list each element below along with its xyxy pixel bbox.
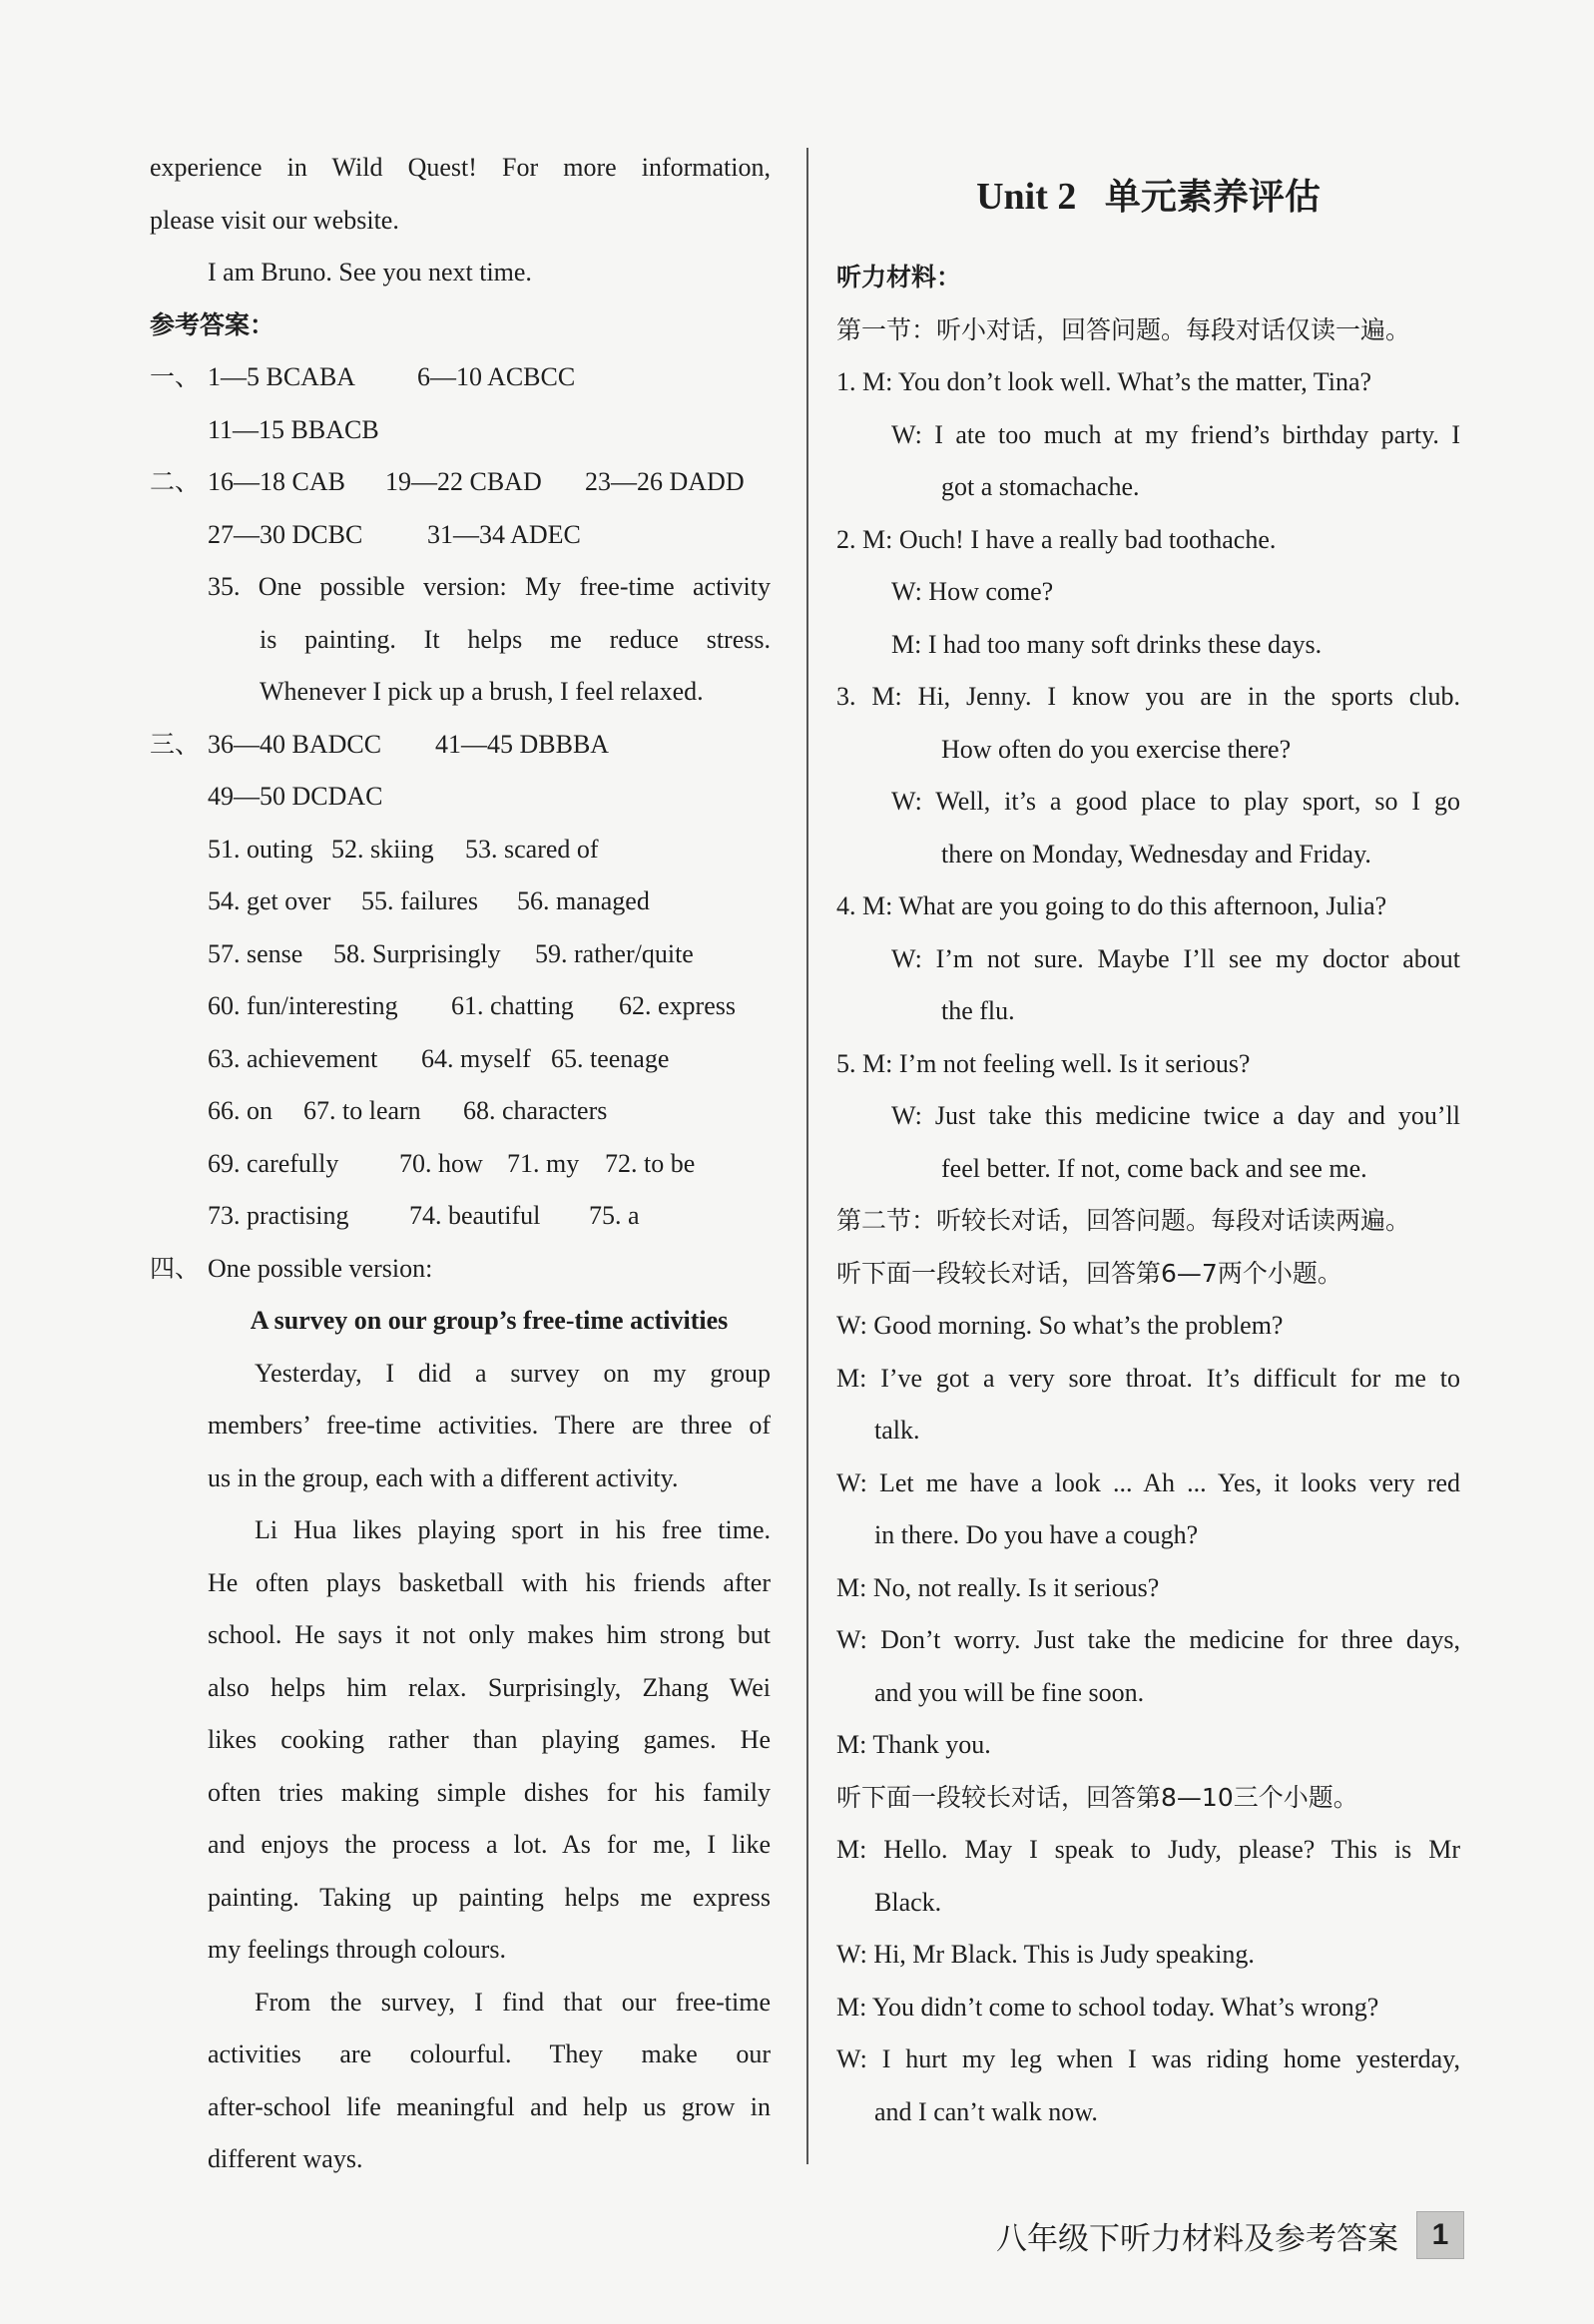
dialogue-line: M: Hello. May I speak to Judy, please? This is Mr <box>836 1835 1460 1864</box>
answers-heading: 参考答案： <box>150 309 275 339</box>
essay-title: A survey on our group’s free-time activities <box>250 1306 729 1335</box>
blank-answer: 60. fun/interesting <box>208 991 398 1020</box>
dialogue-line: 4. M: What are you going to do this afternoon, Julia? <box>836 891 1387 920</box>
answer-group: 41—45 DBBBA <box>435 729 610 759</box>
item35-line: Whenever I pick up a brush, I feel relaxed. <box>260 677 704 706</box>
blank-answer: 64. myself <box>421 1043 531 1073</box>
dialogue-line: W: Don’t worry. Just take the medicine for three days, <box>836 1625 1460 1654</box>
blank-answer: 52. skiing <box>331 834 434 864</box>
blank-answer: 68. characters <box>463 1096 608 1125</box>
essay-line: He often plays basketball with his friends after <box>208 1567 771 1597</box>
section-heading: 第二节：听较长对话，回答问题。每段对话读两遍。 <box>836 1206 1411 1235</box>
answer-group: 11—15 BBACB <box>208 414 379 444</box>
dialogue-line: W: How come? <box>891 577 1054 606</box>
section-heading: 第一节：听小对话，回答问题。每段对话仅读一遍。 <box>836 314 1411 344</box>
blank-row <box>150 1190 771 1243</box>
dialogue-line: W: Let me have a look ... Ah ... Yes, it looks very red <box>836 1467 1460 1497</box>
blank-answer: 62. express <box>619 991 736 1020</box>
blank-answer: 58. Surprisingly <box>333 938 501 968</box>
essay-line: and enjoys the process a lot. As for me, I like <box>208 1830 771 1859</box>
part2-line <box>150 509 771 562</box>
dialogue-line: W: I’m not sure. Maybe I’ll see my doctor about <box>891 943 1460 973</box>
unit-name: 单元素养评估 <box>1104 177 1321 218</box>
answer-group: 31—34 ADEC <box>427 519 581 549</box>
item35-line: is painting. It helps me reduce stress. <box>260 624 771 654</box>
answer-group: 23—26 DADD <box>585 467 745 496</box>
blank-answer: 54. get over <box>208 886 331 915</box>
intro-line: please visit our website. <box>150 205 399 235</box>
part1-line <box>150 351 771 404</box>
intro-line: I am Bruno. See you next time. <box>208 258 532 287</box>
essay-line: different ways. <box>208 2144 363 2173</box>
dialogue-line: and you will be fine soon. <box>874 1677 1145 1707</box>
dialogue-line: M: I had too many soft drinks these days. <box>891 629 1323 659</box>
essay-line: activities are colourful. They make our <box>208 2039 771 2068</box>
blank-answer: 67. to learn <box>303 1096 421 1125</box>
blank-answer: 65. teenage <box>551 1043 670 1073</box>
item35-line: 35. One possible version: My free-time activity <box>208 572 771 601</box>
blank-row <box>150 1085 771 1138</box>
dialogue-line: W: Good morning. So what’s the problem? <box>836 1311 1284 1340</box>
dialogue-line: 1. M: You don’t look well. What’s the matter, Tina? <box>836 367 1372 396</box>
dialogue-line: 2. M: Ouch! I have a really bad toothache. <box>836 524 1277 554</box>
conversation-intro: 听下面一段较长对话，回答第6—7两个小题。 <box>836 1258 1342 1288</box>
dialogue-line: M: Thank you. <box>836 1730 991 1759</box>
footer-title: 八年级下听力材料及参考答案 <box>996 2220 1398 2257</box>
dialogue-line: feel better. If not, come back and see me. <box>941 1153 1367 1183</box>
left-column <box>150 142 771 2186</box>
answer-group: 6—10 ACBCC <box>417 362 576 391</box>
unit-title <box>836 142 1460 252</box>
part-number: 三、 <box>150 729 201 759</box>
blank-row <box>150 824 771 876</box>
dialogue-line: W: I ate too much at my friend’s birthday party. I <box>891 419 1460 449</box>
blank-row <box>150 980 771 1033</box>
answer-group: 49—50 DCDAC <box>208 782 383 811</box>
blank-answer: 66. on <box>208 1096 272 1125</box>
blank-answer: 70. how <box>399 1148 483 1178</box>
dialogue-line: in there. Do you have a cough? <box>874 1520 1199 1549</box>
page-number: 1 <box>1416 2211 1464 2259</box>
essay-line: painting. Taking up painting helps me express <box>208 1882 771 1912</box>
intro-line: experience in Wild Quest! For more information, <box>150 153 771 182</box>
part-number: 四、 <box>150 1253 201 1283</box>
dialogue-line: 5. M: I’m not feeling well. Is it serious? <box>836 1048 1251 1078</box>
part3-line <box>150 719 771 772</box>
blank-answer: 53. scared of <box>465 834 599 864</box>
dialogue-line: the flu. <box>941 996 1015 1025</box>
blank-answer: 63. achievement <box>208 1043 378 1073</box>
blank-answer: 71. my <box>507 1148 580 1178</box>
dialogue-line: got a stomachache. <box>941 472 1140 501</box>
essay-line: often tries making simple dishes for his family <box>208 1777 771 1807</box>
answer-group: 27—30 DCBC <box>208 519 363 549</box>
blank-answer: 55. failures <box>361 886 478 915</box>
essay-line: members’ free-time activities. There are three of <box>208 1411 771 1440</box>
part4-line <box>150 1243 771 1296</box>
dialogue-line: there on Monday, Wednesday and Friday. <box>941 839 1371 869</box>
dialogue-line: W: Just take this medicine twice a day and you’ll <box>891 1101 1460 1130</box>
answer-group: 36—40 BADCC <box>208 729 382 759</box>
page-footer <box>996 2211 1464 2259</box>
essay-line: Li Hua likes playing sport in his free time. <box>255 1515 771 1544</box>
blank-answer: 73. practising <box>208 1201 349 1230</box>
dialogue-line: M: You didn’t come to school today. What’s wrong? <box>836 1992 1379 2022</box>
column-divider <box>806 148 808 2164</box>
blank-answer: 51. outing <box>208 834 313 864</box>
answer-group: 19—22 CBAD <box>385 467 542 496</box>
dialogue-line: M: I’ve got a very sore throat. It’s difficult for me to <box>836 1363 1460 1393</box>
conversation-intro: 听下面一段较长对话，回答第8—10三个小题。 <box>836 1782 1358 1812</box>
blank-answer: 56. managed <box>517 886 650 915</box>
blank-answer: 61. chatting <box>451 991 574 1020</box>
unit-label: Unit 2 <box>976 176 1077 218</box>
blank-row <box>150 928 771 981</box>
materials-heading: 听力材料： <box>836 263 962 291</box>
dialogue-line: W: Well, it’s a good place to play sport, so I go <box>891 787 1460 816</box>
essay-line: my feelings through colours. <box>208 1935 506 1964</box>
dialogue-line: How often do you exercise there? <box>941 734 1292 764</box>
answer-group: 1—5 BCABA <box>208 362 356 391</box>
blank-answer: 59. rather/quite <box>535 938 694 968</box>
blank-row <box>150 1138 771 1191</box>
dialogue-line: M: No, not really. Is it serious? <box>836 1572 1160 1602</box>
blank-row <box>150 875 771 928</box>
dialogue-line: 3. M: Hi, Jenny. I know you are in the sports club. <box>836 682 1460 711</box>
answer-group: 16—18 CAB <box>208 467 345 496</box>
blank-answer: 75. a <box>589 1201 640 1230</box>
part-number: 二、 <box>150 467 201 496</box>
blank-answer: 57. sense <box>208 938 303 968</box>
blank-answer: 74. beautiful <box>409 1201 541 1230</box>
essay-line: likes cooking rather than playing games. He <box>208 1725 771 1754</box>
dialogue-line: W: Hi, Mr Black. This is Judy speaking. <box>836 1940 1255 1969</box>
dialogue-line: talk. <box>874 1416 920 1445</box>
essay-line: school. He says it not only makes him strong but <box>208 1620 771 1649</box>
essay-line: also helps him relax. Surprisingly, Zhang Wei <box>208 1672 771 1702</box>
blank-answer: 72. to be <box>605 1148 696 1178</box>
essay-line: Yesterday, I did a survey on my group <box>255 1358 771 1388</box>
right-column <box>836 142 1460 2138</box>
dialogue-line: W: I hurt my leg when I was riding home yesterday, <box>836 2044 1460 2073</box>
part4-label: One possible version: <box>208 1253 433 1283</box>
essay-line: us in the group, each with a different activity. <box>208 1462 679 1492</box>
blank-row <box>150 1033 771 1086</box>
part2-line <box>150 456 771 509</box>
blank-answer: 69. carefully <box>208 1148 339 1178</box>
dialogue-line: and I can’t walk now. <box>874 2096 1098 2126</box>
part-number: 一、 <box>150 362 201 391</box>
essay-line: From the survey, I find that our free-time <box>255 1987 771 2017</box>
dialogue-line: Black. <box>874 1887 942 1917</box>
essay-line: after-school life meaningful and help us grow in <box>208 2091 771 2121</box>
